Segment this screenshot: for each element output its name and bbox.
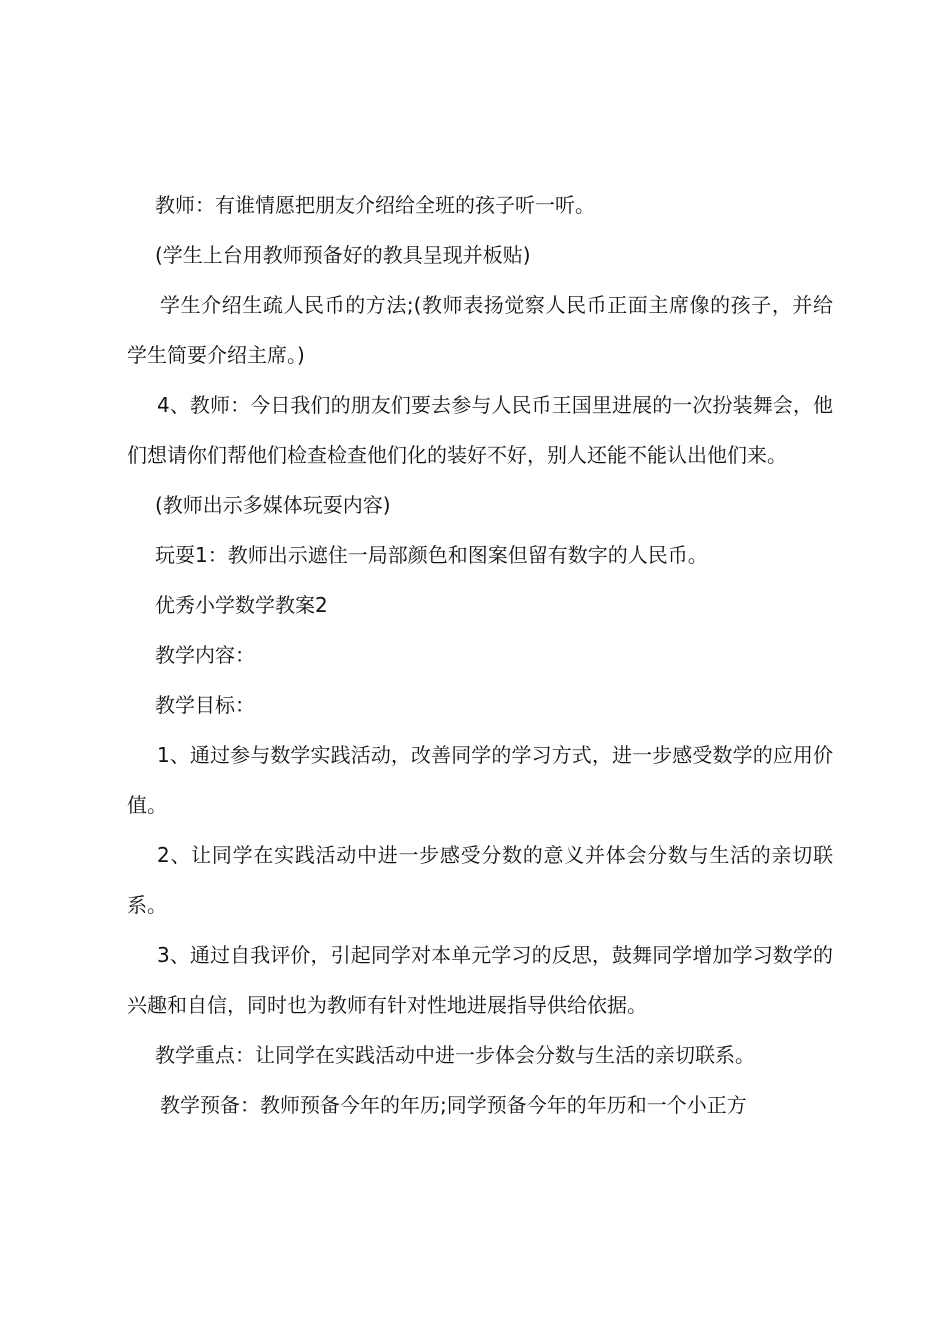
section-title: 优秀小学数学教案2 [155, 593, 328, 617]
paragraph-key-point: 教学重点：让同学在实践活动中进一步体会分数与生活的亲切联系。 [155, 1043, 755, 1067]
paragraph-preparation: 教学预备：教师预备今年的年历;同学预备今年的年历和一个小正方 [160, 1093, 747, 1117]
paragraph-multimedia: (教师出示多媒体玩耍内容) [155, 493, 391, 517]
paragraph-students-present: (学生上台用教师预备好的教具呈现并板贴) [155, 243, 531, 267]
document-body [127, 180, 833, 1130]
paragraph-teacher-invite: 教师：有谁情愿把朋友介绍给全班的孩子听一听。 [155, 193, 595, 217]
paragraph-introduce-method: 学生介绍生疏人民币的方法;(教师表扬觉察人民币正面主席像的孩子，并给学生简要介绍主席。) [127, 293, 833, 367]
paragraph-goal-1: 1、通过参与数学实践活动，改善同学的学习方式，进一步感受数学的应用价值。 [127, 743, 833, 817]
paragraph-teaching-goals: 教学目标： [155, 693, 255, 717]
paragraph-game-1: 玩耍1：教师出示遮住一局部颜色和图案但留有数字的人民币。 [155, 543, 708, 567]
paragraph-goal-3: 3、通过自我评价，引起同学对本单元学习的反思，鼓舞同学增加学习数学的兴趣和自信，同时也为教师有针对性地进展指导供给依据。 [127, 943, 833, 1017]
paragraph-teaching-content: 教学内容： [155, 643, 255, 667]
paragraph-goal-2: 2、让同学在实践活动中进一步感受分数的意义并体会分数与生活的亲切联系。 [127, 843, 833, 917]
paragraph-masquerade: 4、教师：今日我们的朋友们要去参与人民币王国里进展的一次扮装舞会，他们想请你们帮他们检查检查他们化的装好不好，别人还能不能认出他们来。 [127, 393, 833, 467]
